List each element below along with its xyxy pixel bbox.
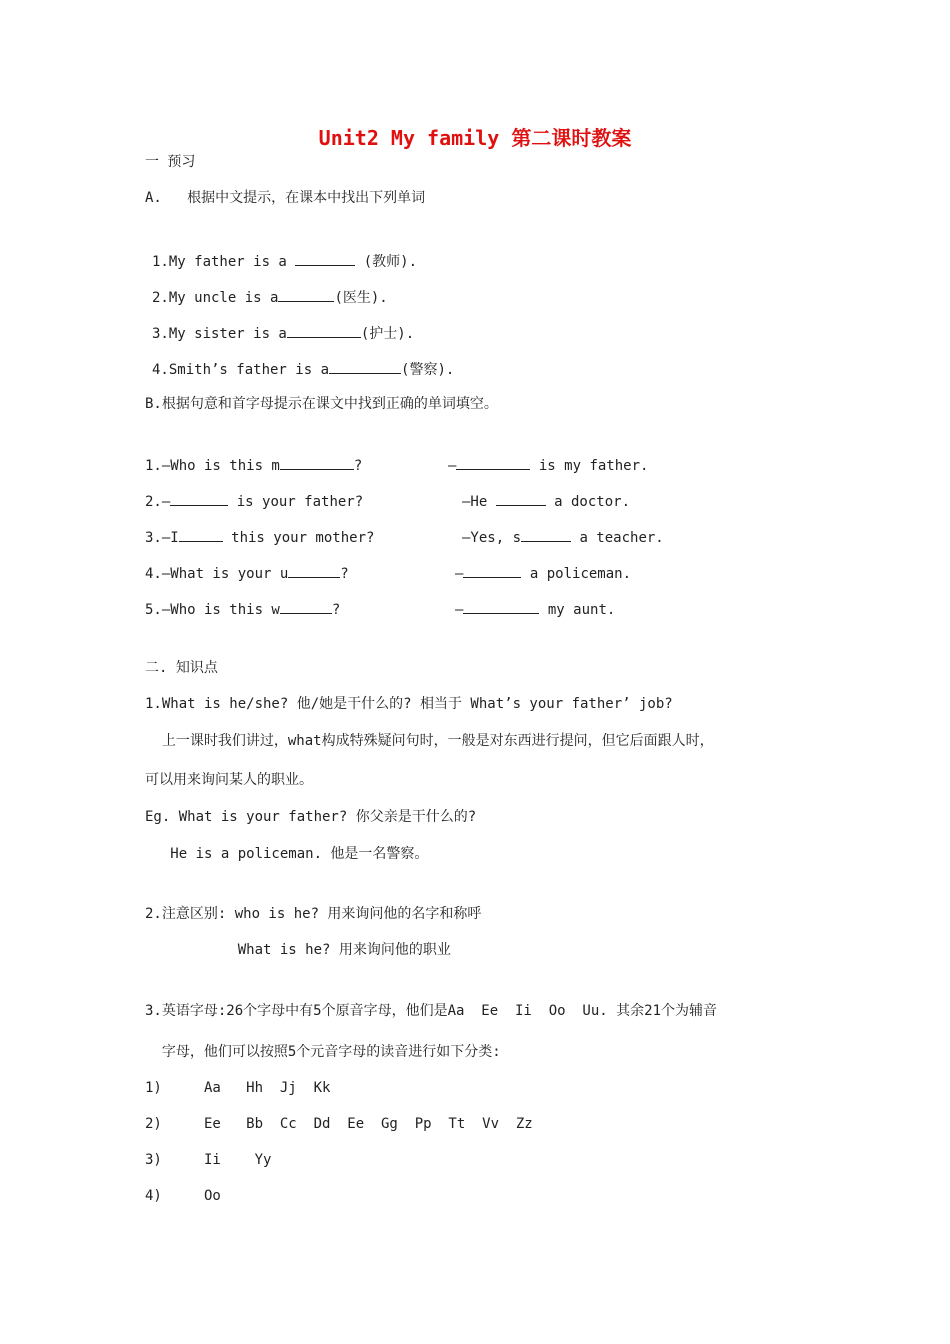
exercise-b-4-question: 4.—What is your u ? (145, 563, 349, 583)
answer-blank[interactable] (456, 455, 530, 470)
answer-blank[interactable] (496, 491, 546, 506)
knowledge-point-3: 3.英语字母:26个字母中有5个原音字母，他们是Aa Ee Ii Oo Uu. 其余21个为辅音 (145, 1003, 718, 1019)
page-title: Unit2 My family 第二课时教案 (318, 126, 632, 150)
answer-blank[interactable] (179, 527, 223, 542)
part-b-instruction: B.根据句意和首字母提示在课文中找到正确的单词填空。 (145, 396, 498, 412)
answer-blank[interactable] (278, 287, 334, 302)
knowledge-point-3-cont: 字母，他们可以按照5个元音字母的读音进行如下分类: (145, 1044, 501, 1060)
knowledge-point-1-explanation: 上一课时我们讲过，what构成特殊疑问句时，一般是对东西进行提问，但它后面跟人时， (145, 733, 714, 749)
exercise-a-4: 4.Smith’s father is a (警察). (152, 359, 454, 379)
knowledge-point-1: 1.What is he/she? 他/她是干什么的? 相当于 What’s your father’ job? (145, 696, 673, 712)
answer-blank[interactable] (280, 455, 354, 470)
knowledge-point-1-explanation-cont: 可以用来询问某人的职业。 (145, 772, 313, 788)
answer-blank[interactable] (463, 563, 521, 578)
exercise-a-2: 2.My uncle is a (医生). (152, 287, 388, 307)
answer-blank[interactable] (463, 599, 539, 614)
example-answer: He is a policeman. 他是一名警察。 (145, 846, 429, 862)
exercise-b-3-answer: —Yes, s a teacher. (462, 527, 664, 547)
letter-group-1: 1) Aa Hh Jj Kk (145, 1080, 331, 1096)
answer-blank[interactable] (280, 599, 332, 614)
section-preview-heading: 一 预习 (145, 154, 196, 170)
answer-blank[interactable] (329, 359, 401, 374)
exercise-a-3: 3.My sister is a (护士). (152, 323, 414, 343)
letter-group-4: 4) Oo (145, 1188, 221, 1204)
part-a-instruction: A. 根据中文提示，在课本中找出下列单词 (145, 190, 426, 206)
answer-blank[interactable] (521, 527, 571, 542)
letter-group-3: 3) Ii Yy (145, 1152, 272, 1168)
exercise-b-5-question: 5.—Who is this w ? (145, 599, 340, 619)
exercise-b-4-answer: — a policeman. (455, 563, 631, 583)
answer-blank[interactable] (295, 251, 355, 266)
letter-group-2: 2) Ee Bb Cc Dd Ee Gg Pp Tt Vv Zz (145, 1116, 533, 1132)
exercise-b-1-answer: — is my father. (448, 455, 648, 475)
exercise-b-2-answer: —He a doctor. (462, 491, 630, 511)
knowledge-point-2-cont: What is he? 用来询问他的职业 (145, 942, 451, 958)
exercise-a-1: 1.My father is a (教师). (152, 251, 417, 271)
example-question: Eg. What is your father? 你父亲是干什么的? (145, 809, 477, 825)
exercise-b-5-answer: — my aunt. (455, 599, 615, 619)
exercise-b-2-question: 2.— is your father? (145, 491, 363, 511)
answer-blank[interactable] (288, 563, 340, 578)
exercise-b-1-question: 1.—Who is this m ? (145, 455, 362, 475)
answer-blank[interactable] (170, 491, 228, 506)
answer-blank[interactable] (287, 323, 361, 338)
knowledge-point-2: 2.注意区别: who is he? 用来询问他的名字和称呼 (145, 906, 482, 922)
exercise-b-3-question: 3.—I this your mother? (145, 527, 374, 547)
section-knowledge-heading: 二. 知识点 (145, 660, 218, 676)
